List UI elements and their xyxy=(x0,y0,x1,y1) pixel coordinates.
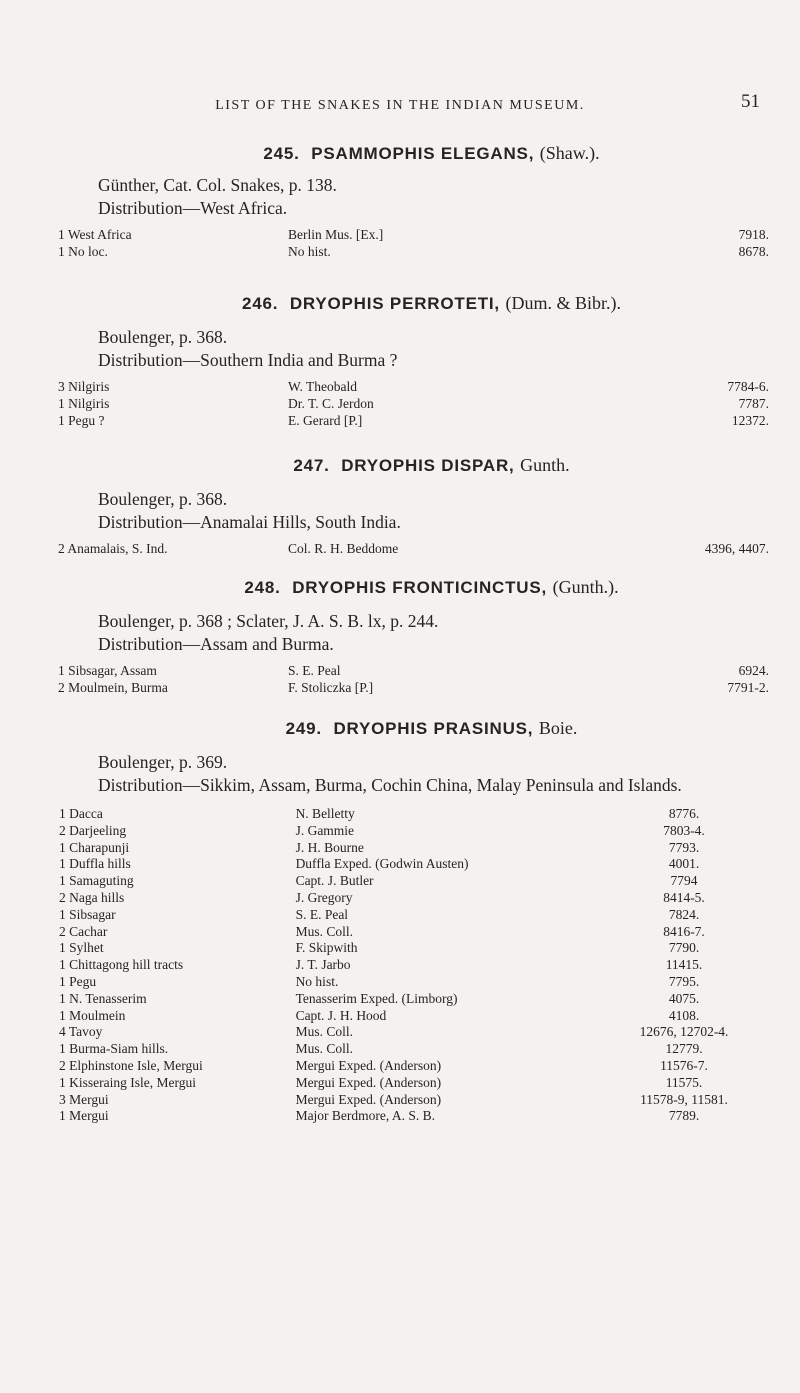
collector: Tenasserim Exped. (Limborg) xyxy=(295,990,458,1006)
register-number: 8678. xyxy=(738,243,769,259)
literature-reference: Boulenger, p. 369. xyxy=(98,752,228,772)
specimen-row xyxy=(59,974,773,991)
specimen-row xyxy=(59,1008,773,1025)
specimen-list xyxy=(59,806,773,1125)
species-heading xyxy=(58,455,773,476)
locality: 1 Sibsagar xyxy=(59,906,116,922)
specimen-row xyxy=(58,413,773,430)
distribution: Distribution—Assam and Burma. xyxy=(98,634,334,654)
species-entry xyxy=(58,577,773,697)
page-number: 51 xyxy=(741,91,760,112)
specimen-row xyxy=(58,541,773,558)
collector: J. T. Jarbo xyxy=(295,957,351,973)
register-number: 12676, 12702-4. xyxy=(639,1024,729,1040)
specimen-row xyxy=(59,890,773,907)
locality: 4 Tavoy xyxy=(59,1024,103,1040)
locality: 2 Elphinstone Isle, Mergui xyxy=(59,1057,203,1073)
collector: J. Gammie xyxy=(295,822,355,838)
entry-number: 246. xyxy=(242,294,279,313)
locality: 1 Burma-Siam hills. xyxy=(59,1041,169,1057)
register-number: 7794 xyxy=(670,873,698,889)
collector: Major Berdmore, A. S. B. xyxy=(295,1108,436,1124)
collector: J. Gregory xyxy=(295,889,353,905)
entry-number: 247. xyxy=(293,456,330,475)
collector: Duffla Exped. (Godwin Austen) xyxy=(295,856,469,872)
collector: Berlin Mus. [Ex.] xyxy=(288,227,384,242)
species-entry xyxy=(58,718,773,1125)
specimen-row xyxy=(59,907,773,924)
collector: Mergui Exped. (Anderson) xyxy=(295,1074,442,1090)
locality: 1 Chittagong hill tracts xyxy=(59,957,184,973)
specimen-row xyxy=(59,806,773,823)
specimen-row xyxy=(59,1041,773,1058)
species-name: DRYOPHIS DISPAR, xyxy=(341,456,515,475)
register-number: 7803-4. xyxy=(663,822,705,838)
specimen-row xyxy=(58,663,773,680)
collector: No hist. xyxy=(288,243,331,259)
locality: 1 Moulmein xyxy=(59,1007,126,1023)
register-number: 7789. xyxy=(668,1108,700,1124)
specimen-list xyxy=(58,227,773,261)
collector: Col. R. H. Beddome xyxy=(288,541,399,556)
register-number: 12372. xyxy=(731,412,769,428)
register-number: 7795. xyxy=(668,973,700,989)
locality: 1 N. Tenasserim xyxy=(59,990,147,1006)
specimen-row xyxy=(59,856,773,873)
specimen-row xyxy=(58,396,773,413)
species-authority: (Gunth.). xyxy=(552,577,619,597)
register-number: 8414-5. xyxy=(663,889,705,905)
locality: 1 No loc. xyxy=(58,243,108,259)
species-heading xyxy=(58,143,773,164)
collector: J. H. Bourne xyxy=(295,839,364,855)
running-head: LIST OF THE SNAKES IN THE INDIAN MUSEUM. xyxy=(215,98,585,113)
locality: 2 Anamalais, S. Ind. xyxy=(58,541,168,556)
species-name: DRYOPHIS PRASINUS, xyxy=(333,719,534,738)
register-number: 6924. xyxy=(738,663,769,678)
species-name: DRYOPHIS PERROTETI, xyxy=(289,294,500,313)
species-authority: Boie. xyxy=(538,718,578,738)
literature-reference: Boulenger, p. 368 ; Sclater, J. A. S. B. lx, p. 244. xyxy=(98,611,439,631)
register-number: 7918. xyxy=(738,227,769,242)
specimen-list xyxy=(58,663,773,697)
collector: Capt. J. Butler xyxy=(295,873,374,889)
register-number: 4396, 4407. xyxy=(704,541,769,556)
entry-number: 248. xyxy=(244,578,281,597)
register-number: 11578-9, 11581. xyxy=(640,1091,728,1107)
specimen-row xyxy=(59,1092,773,1109)
locality: 3 Nilgiris xyxy=(58,379,110,394)
entry-number: 249. xyxy=(285,719,322,738)
specimen-list xyxy=(58,541,773,558)
specimen-row xyxy=(58,244,773,261)
locality: 1 Nilgiris xyxy=(58,395,110,411)
register-number: 12779. xyxy=(665,1041,703,1057)
register-number: 7787. xyxy=(738,395,769,411)
collector: Mus. Coll. xyxy=(295,1024,353,1040)
collector: Dr. T. C. Jerdon xyxy=(288,395,374,411)
locality: 3 Mergui xyxy=(59,1091,109,1107)
collector: S. E. Peal xyxy=(295,906,349,922)
specimen-row xyxy=(59,823,773,840)
register-number: 11415. xyxy=(665,957,703,973)
literature-reference: Boulenger, p. 368. xyxy=(98,489,228,509)
distribution: Distribution—West Africa. xyxy=(98,198,288,218)
locality: 1 Samaguting xyxy=(59,873,134,889)
species-name: PSAMMOPHIS ELEGANS, xyxy=(311,144,535,163)
locality: 1 Sylhet xyxy=(59,940,104,956)
species-name: DRYOPHIS FRONTICINCTUS, xyxy=(292,578,548,597)
species-authority: Gunth. xyxy=(520,455,570,475)
species-heading xyxy=(58,718,773,739)
locality: 1 West Africa xyxy=(58,227,132,242)
species-authority: (Dum. & Bibr.). xyxy=(505,293,621,313)
locality: 1 Charapunji xyxy=(59,839,130,855)
register-number: 7790. xyxy=(668,940,700,956)
collector: Mus. Coll. xyxy=(295,1041,353,1057)
collector: Mergui Exped. (Anderson) xyxy=(295,1091,442,1107)
specimen-row xyxy=(59,873,773,890)
specimen-row xyxy=(59,924,773,941)
specimen-row xyxy=(59,840,773,857)
locality: 2 Cachar xyxy=(59,923,108,939)
collector: N. Belletty xyxy=(295,806,355,821)
specimen-row xyxy=(59,1075,773,1092)
locality: 2 Darjeeling xyxy=(59,822,127,838)
locality: 1 Pegu xyxy=(59,973,97,989)
register-number: 7784-6. xyxy=(727,379,769,394)
specimen-row xyxy=(59,957,773,974)
species-heading xyxy=(58,577,773,598)
specimen-row xyxy=(58,379,773,396)
distribution: Distribution—Anamalai Hills, South India. xyxy=(98,512,401,532)
register-number: 4075. xyxy=(668,990,700,1006)
collector: Capt. J. H. Hood xyxy=(295,1007,387,1023)
species-entry xyxy=(58,143,773,261)
collector: F. Stoliczka [P.] xyxy=(288,679,374,695)
collector: S. E. Peal xyxy=(288,663,341,678)
locality: 1 Sibsagar, Assam xyxy=(58,663,157,678)
register-number: 7791-2. xyxy=(727,679,769,695)
register-number: 4108. xyxy=(668,1007,700,1023)
locality: 1 Duffla hills xyxy=(59,856,131,872)
register-number: 8776. xyxy=(668,806,700,821)
distribution: Distribution—Sikkim, Assam, Burma, Cochin China, Malay Peninsula and Islands. xyxy=(98,775,682,795)
literature-reference: Günther, Cat. Col. Snakes, p. 138. xyxy=(98,175,337,195)
locality: 2 Naga hills xyxy=(59,889,125,905)
specimen-row xyxy=(59,1108,773,1125)
collector: Mergui Exped. (Anderson) xyxy=(295,1057,442,1073)
specimen-row xyxy=(58,680,773,697)
locality: 1 Kisseraing Isle, Mergui xyxy=(59,1074,196,1090)
locality: 1 Mergui xyxy=(59,1108,109,1124)
specimen-list xyxy=(58,379,773,429)
register-number: 8416-7. xyxy=(663,923,705,939)
specimen-row xyxy=(58,227,773,244)
distribution: Distribution—Southern India and Burma ? xyxy=(98,350,398,370)
species-entry xyxy=(58,455,773,558)
collector: F. Skipwith xyxy=(295,940,358,956)
specimen-row xyxy=(59,991,773,1008)
species-heading xyxy=(58,293,773,314)
locality: 2 Moulmein, Burma xyxy=(58,679,168,695)
register-number: 7793. xyxy=(668,839,700,855)
species-entry xyxy=(58,293,773,429)
locality: 1 Dacca xyxy=(59,806,103,821)
collector: W. Theobald xyxy=(288,379,357,394)
species-authority: (Shaw.). xyxy=(539,143,600,163)
collector: No hist. xyxy=(295,973,339,989)
register-number: 11575. xyxy=(665,1074,703,1090)
specimen-row xyxy=(59,1058,773,1075)
register-number: 4001. xyxy=(668,856,700,872)
collector: Mus. Coll. xyxy=(295,923,353,939)
entry-number: 245. xyxy=(263,144,300,163)
locality: 1 Pegu ? xyxy=(58,412,105,428)
specimen-row xyxy=(59,940,773,957)
specimen-row xyxy=(59,1024,773,1041)
register-number: 11576-7. xyxy=(660,1057,708,1073)
collector: E. Gerard [P.] xyxy=(288,412,363,428)
literature-reference: Boulenger, p. 368. xyxy=(98,327,228,347)
register-number: 7824. xyxy=(668,906,700,922)
